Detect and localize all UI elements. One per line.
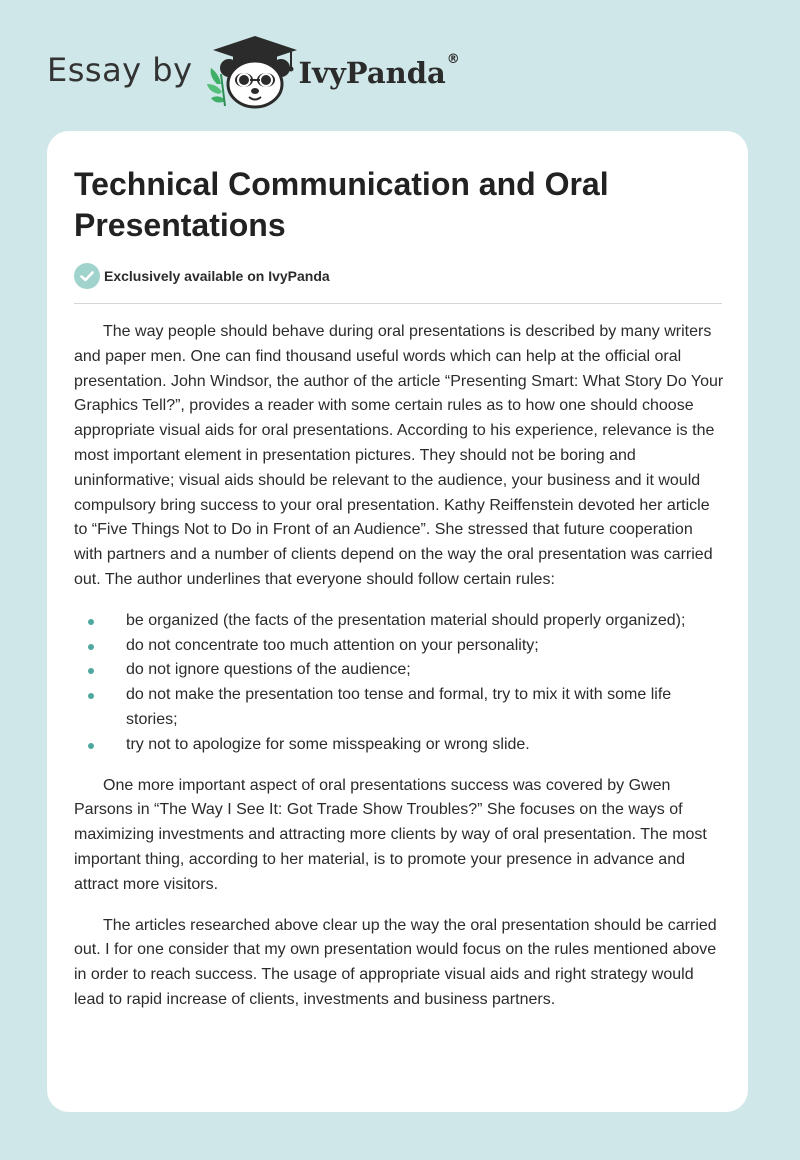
bullet-dot [88,668,94,674]
list-item-text: try not to apologize for some misspeaking or wrong slide. [126,735,530,753]
check-circle-icon [74,263,100,289]
list-item-text: do not ignore questions of the audience; [126,661,411,679]
list-item [74,609,724,634]
bullet-dot [88,743,94,749]
essay-card [47,131,748,1112]
site-header [47,34,460,110]
list-item [74,658,724,683]
body-paragraph: One more important aspect of oral presentations success was covered by Gwen Parsons in “The Way I See It: Got Trade Show Troubles?” She focuses on the ways of maximizing investments and attracting more clients by way of oral presentation. The most important thing, according to her material, is to promote your presence in advance and attract more visitors. [74,776,707,893]
bullet-dot [88,619,94,625]
brand-name [298,52,460,90]
brand-name-text: IvyPanda [298,56,446,90]
body-paragraph: The articles researched above clear up the way the oral presentation should be carried out. I for one consider that my own presentation would focus on the rules mentioned above in order to reach success. The usage of appropriate visual aids and right strategy would lead to rapid increase of clients, investments and business partners. [74,916,717,1008]
essay-body [74,320,724,1029]
exclusive-badge [74,263,330,289]
list-item [74,683,724,733]
list-item-text: do not concentrate too much attention on your personality; [126,636,539,654]
list-item-text: be organized (the facts of the presentation material should properly organized); [126,611,686,629]
exclusive-label: Exclusively available on IvyPanda [104,268,330,284]
panda-logo-icon [207,34,303,110]
body-paragraph: The way people should behave during oral presentations is described by many writers and paper men. One can find thousand useful words which can help at the official oral presentation. John Windsor, the author of the article “Presenting Smart: What Story Do Your Graphics Tell?”, provides a reader with some certain rules as to how one should choose appropriate visual aids for oral presentations. According to his experience, relevance is the most important element in presentation pictures. They should not be boring and uninformative; visual aids should be relevant to the audience, your business and it would compulsory bring success to your oral presentation. Kathy Reiffenstein devoted her article to “Five Things Not to Do in Front of an Audience”. She stressed that future cooperation with partners and a number of clients depend on the way the oral presentation was carried out. The author underlines that everyone should follow certain rules: [74,323,724,588]
bullet-dot [88,644,94,650]
essay-title: Technical Communication and Oral Presentations [74,166,609,243]
list-item-text: do not make the presentation too tense and formal, try to mix it with some life stories; [126,686,672,728]
essay-by-label: Essay by [47,51,193,89]
registered-mark: ® [446,52,460,67]
list-item [74,733,724,758]
list-item [74,634,724,659]
rules-list [74,609,724,758]
bullet-dot [88,693,94,699]
divider [74,303,722,304]
